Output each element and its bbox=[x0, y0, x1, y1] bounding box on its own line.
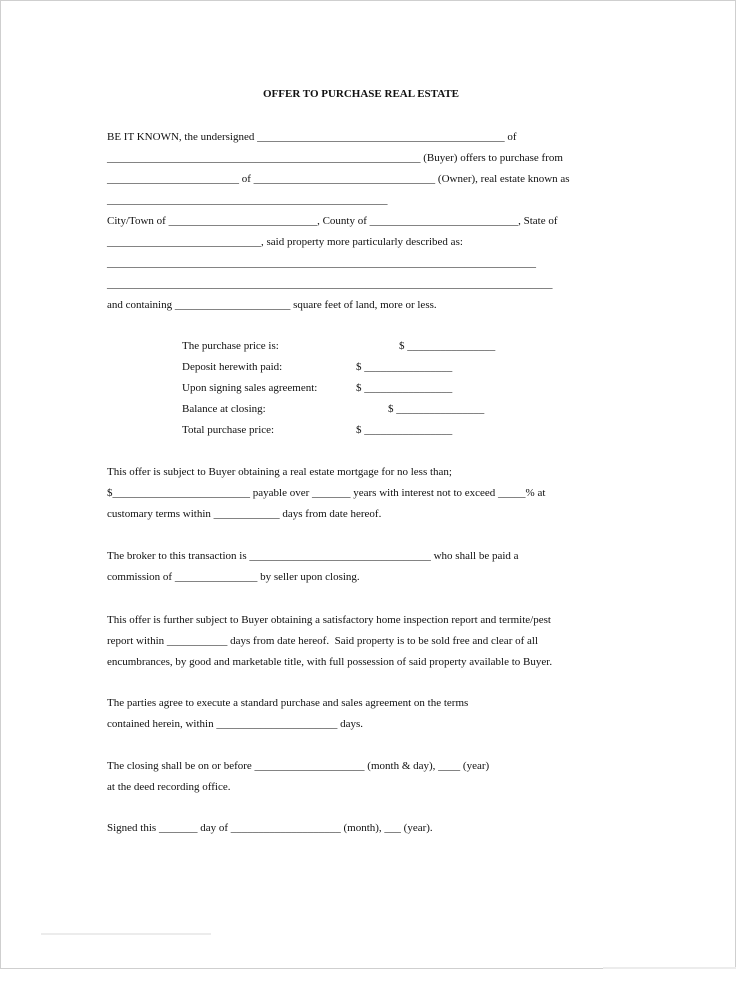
paragraph-line: ___________________________________________________ bbox=[107, 194, 388, 206]
inspection-line: This offer is further subject to Buyer obtaining a satisfactory home inspection report and termite/pest bbox=[107, 614, 551, 626]
mortgage-line: customary terms within ____________ days from date hereof. bbox=[107, 508, 382, 520]
agreement-line: contained herein, within ______________________ days. bbox=[107, 718, 364, 730]
paragraph-line: ______________________________________________________________________________ bbox=[107, 257, 536, 269]
watermark-left-mark bbox=[41, 929, 211, 939]
signed-line: Signed this _______ day of ____________________ (month), ___ (year). bbox=[107, 822, 433, 834]
paragraph-line: ____________________________, said property more particularly described as: bbox=[107, 236, 463, 248]
watermark-right-mark bbox=[603, 963, 736, 973]
paragraph-line: BE IT KNOWN, the undersigned _____________________________________________ of bbox=[107, 131, 517, 143]
inspection-line: encumbrances, by good and marketable title, with full possession of said property available to Buyer. bbox=[107, 656, 553, 668]
price-label-purchase: The purchase price is: bbox=[182, 340, 279, 352]
paragraph-line: and containing _____________________ square feet of land, more or less. bbox=[107, 299, 437, 311]
mortgage-line: $_________________________ payable over _______ years with interest not to exceed _____% at bbox=[107, 487, 546, 499]
price-label-signing: Upon signing sales agreement: bbox=[182, 382, 318, 394]
broker-line: commission of _______________ by seller upon closing. bbox=[107, 571, 360, 583]
watermark-left bbox=[31, 919, 201, 929]
price-label-balance: Balance at closing: bbox=[182, 403, 266, 415]
watermark-right bbox=[593, 953, 733, 963]
price-label-deposit: Deposit herewith paid: bbox=[182, 361, 283, 373]
paragraph-line: ________________________ of _________________________________ (Owner), real estate known as bbox=[107, 173, 570, 185]
price-label-total: Total purchase price: bbox=[182, 424, 275, 436]
price-value-deposit: $ ________________ bbox=[356, 361, 453, 373]
price-value-purchase: $ ________________ bbox=[399, 340, 496, 352]
price-value-balance: $ ________________ bbox=[388, 403, 485, 415]
price-value-total: $ ________________ bbox=[356, 424, 453, 436]
agreement-line: The parties agree to execute a standard purchase and sales agreement on the terms bbox=[107, 697, 469, 709]
document-title: OFFER TO PURCHASE REAL ESTATE bbox=[262, 88, 459, 100]
paragraph-line: _________________________________________________________________________________ bbox=[107, 278, 553, 290]
price-value-signing: $ ________________ bbox=[356, 382, 453, 394]
paragraph-line: City/Town of ___________________________, County of ___________________________, State of bbox=[107, 215, 558, 227]
closing-line: The closing shall be on or before ____________________ (month & day), ____ (year) bbox=[107, 760, 490, 772]
closing-line: at the deed recording office. bbox=[107, 781, 231, 793]
broker-line: The broker to this transaction is _________________________________ who shall be paid a bbox=[107, 550, 519, 562]
paragraph-line: _________________________________________________________ (Buyer) offers to purchase from bbox=[107, 152, 563, 164]
mortgage-line: This offer is subject to Buyer obtaining a real estate mortgage for no less than; bbox=[107, 466, 452, 478]
inspection-line: report within ___________ days from date hereof. Said property is to be sold free and clear of all bbox=[107, 635, 539, 647]
